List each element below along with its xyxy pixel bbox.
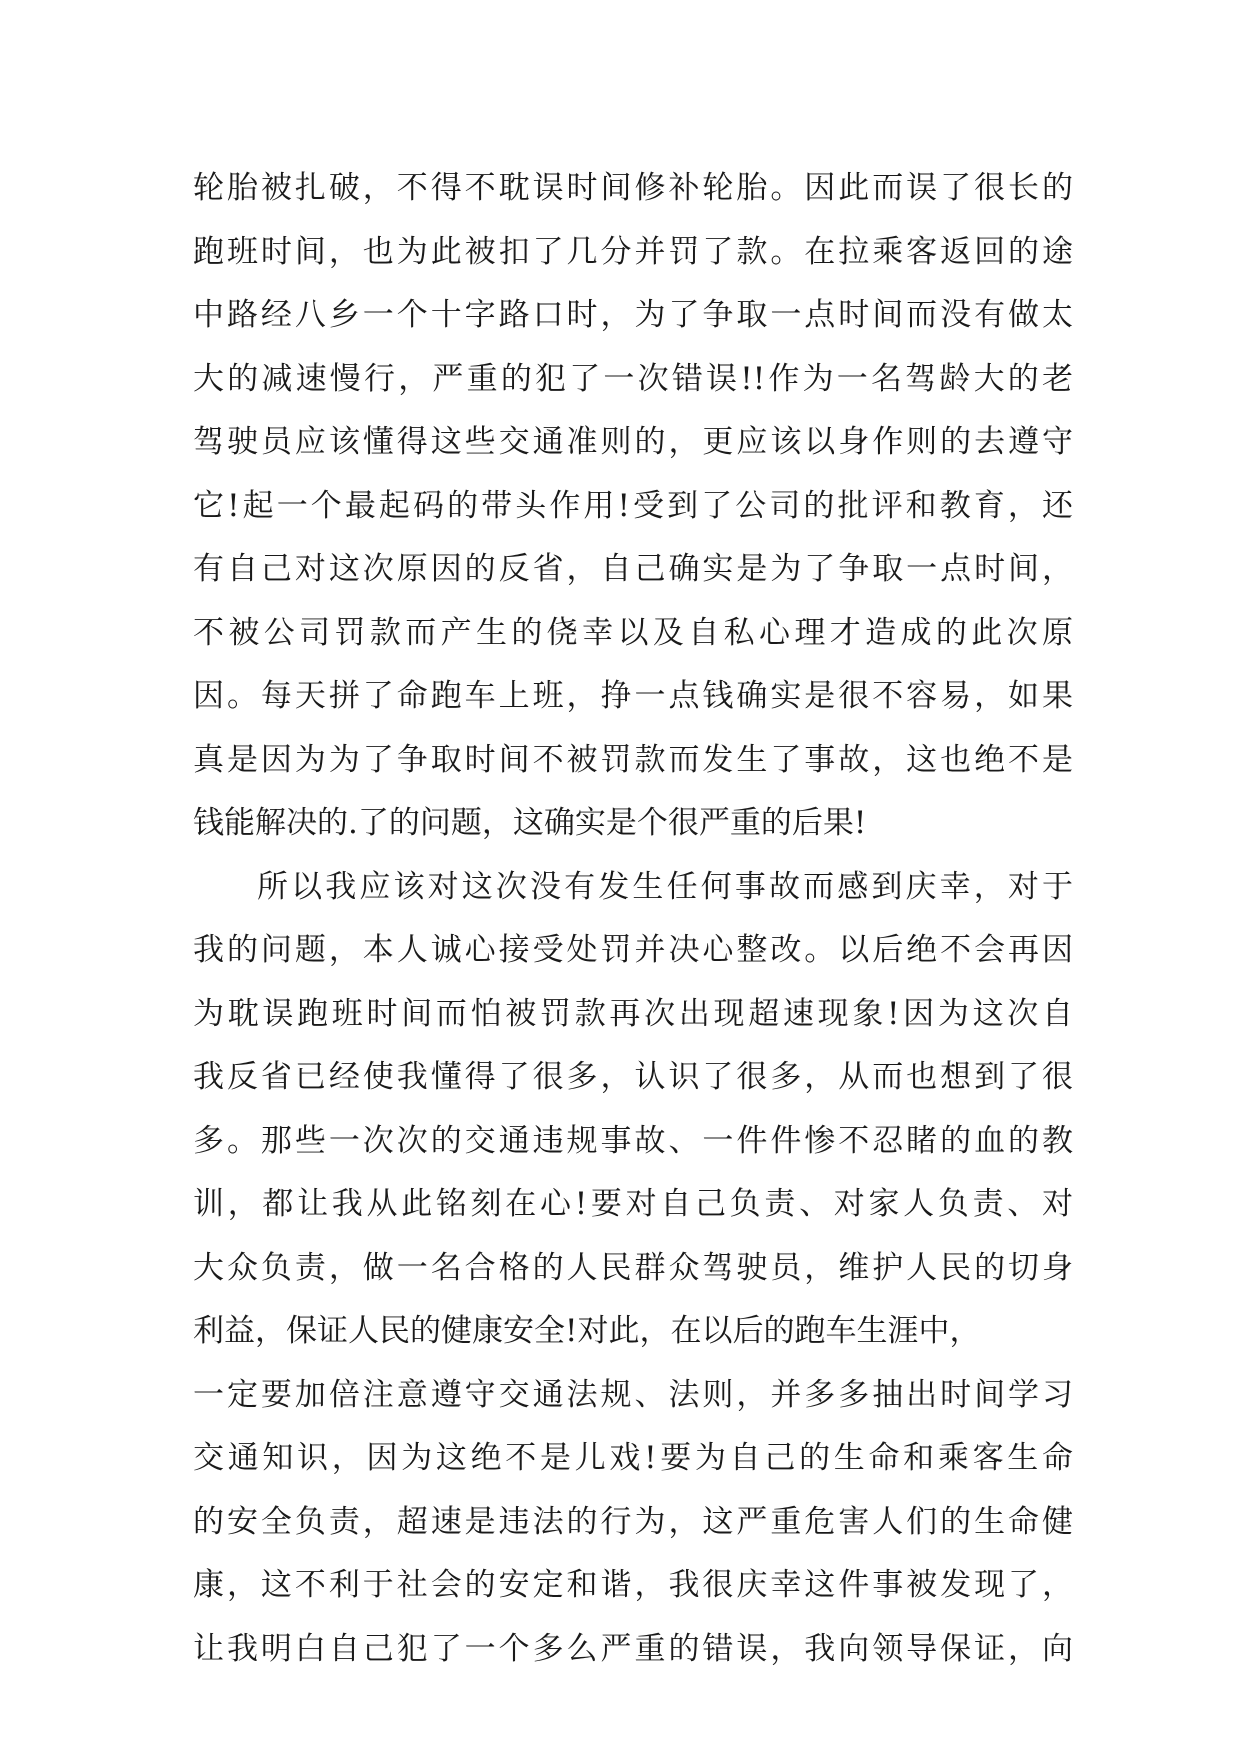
text-line: 我的问题，本人诚心接受处罚并决心整改。以后绝不会再因 bbox=[193, 932, 1073, 968]
text-line: 大众负责，做一名合格的人民群众驾驶员，维护人民的切身 bbox=[193, 1249, 1073, 1286]
text-line: 一定要加倍注意遵守交通法规、法则，并多多抽出时间学习 bbox=[193, 1376, 1073, 1413]
text-line: 不被公司罚款而产生的侥幸以及自私心理才造成的此次原 bbox=[193, 614, 1073, 651]
text-line: 我反省已经使我懂得了很多，认识了很多，从而也想到了很 bbox=[193, 1059, 1073, 1095]
text-line: 轮胎被扎破，不得不耽误时间修补轮胎。因此而误了很长的 bbox=[193, 170, 1073, 206]
text-line: 跑班时间，也为此被扣了几分并罚了款。在拉乘客返回的途 bbox=[193, 233, 1073, 270]
text-line: 让我明白自己犯了一个多么严重的错误，我向领导保证，向 bbox=[193, 1630, 1073, 1667]
text-line: 利益，保证人民的健康安全!对此，在以后的跑车生涯中， bbox=[193, 1313, 981, 1349]
text-line: 它!起一个最起码的带头作用!受到了公司的批评和教育，还 bbox=[193, 487, 1073, 524]
text-line: 训，都让我从此铭刻在心!要对自己负责、对家人负责、对 bbox=[193, 1186, 1073, 1222]
document-body bbox=[193, 157, 1073, 1681]
text-line: 多。那些一次次的交通违规事故、一件件惨不忍睹的血的教 bbox=[193, 1122, 1073, 1159]
paragraph-start-line: 所以我应该对这次没有发生任何事故而感到庆幸，对于 bbox=[257, 868, 1073, 905]
text-line: 有自己对这次原因的反省，自己确实是为了争取一点时间， bbox=[193, 551, 1073, 587]
text-line: 因。每天拼了命跑车上班，挣一点钱确实是很不容易，如果 bbox=[193, 678, 1073, 714]
text-line: 为耽误跑班时间而怕被罚款再次出现超速现象!因为这次自 bbox=[193, 995, 1073, 1032]
text-line: 驾驶员应该懂得这些交通准则的，更应该以身作则的去遵守 bbox=[193, 424, 1073, 460]
text-line: 钱能解决的.了的问题，这确实是个很严重的后果! bbox=[193, 805, 867, 841]
text-line: 中路经八乡一个十字路口时，为了争取一点时间而没有做太 bbox=[193, 297, 1073, 333]
text-line: 交通知识，因为这绝不是儿戏!要为自己的生命和乘客生命 bbox=[193, 1440, 1073, 1476]
text-line: 真是因为为了争取时间不被罚款而发生了事故，这也绝不是 bbox=[193, 741, 1073, 778]
text-line: 的安全负责，超速是违法的行为，这严重危害人们的生命健 bbox=[193, 1503, 1073, 1540]
text-line: 康，这不利于社会的安定和谐，我很庆幸这件事被发现了， bbox=[193, 1567, 1073, 1603]
text-line: 大的减速慢行，严重的犯了一次错误!!作为一名驾龄大的老 bbox=[193, 360, 1073, 397]
